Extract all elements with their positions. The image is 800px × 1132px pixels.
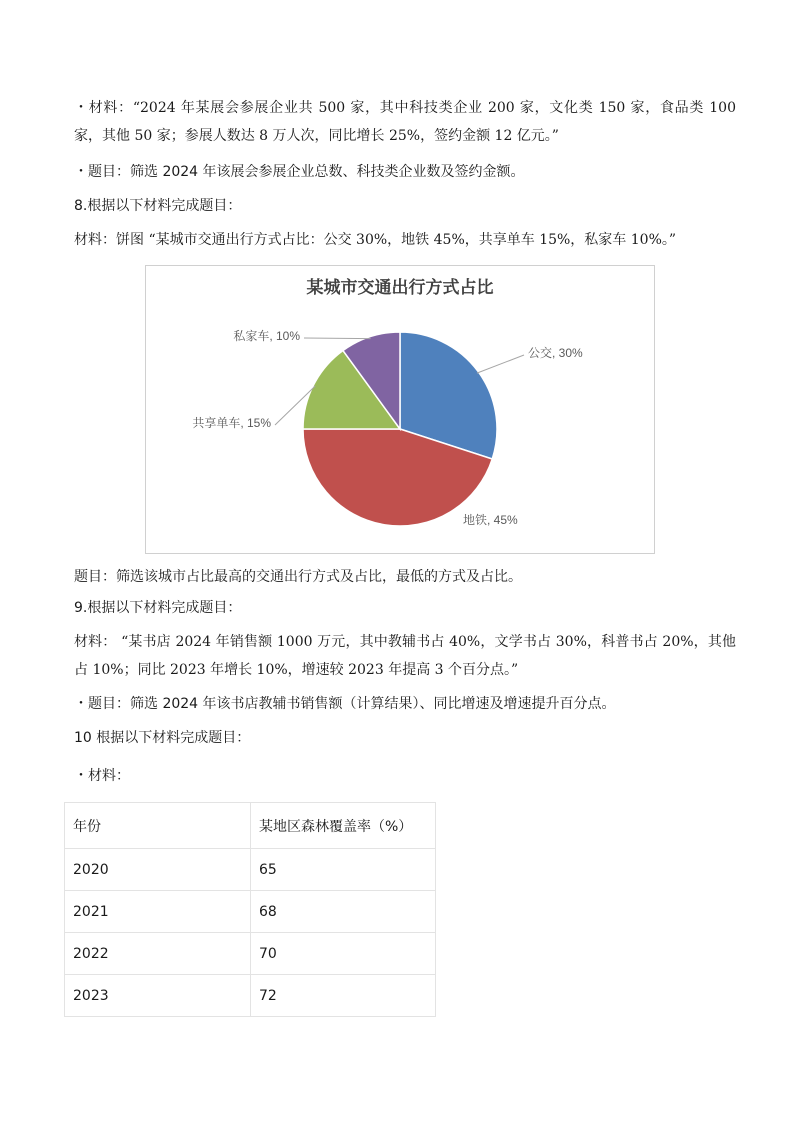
table-cell: 70: [251, 933, 436, 975]
pie-leader-line-1: [477, 355, 524, 373]
pie-data-label-4: 私家车, 10%: [233, 329, 300, 343]
table-cell: 68: [251, 891, 436, 933]
table-row: [65, 975, 436, 1017]
table-cell: 2020: [65, 849, 251, 891]
table-row: [65, 933, 436, 975]
table-row: [65, 849, 436, 891]
chart-title: 某城市交通出行方式占比: [306, 278, 494, 297]
pie-leader-line-4: [304, 338, 371, 339]
q10-heading: 10 根据以下材料完成题目：: [74, 730, 251, 746]
table-cell: 65: [251, 849, 436, 891]
table-cell: 2022: [65, 933, 251, 975]
pie-data-label-3: 共享单车, 15%: [192, 416, 271, 430]
q7-material: ・材料：“2024 年某展会参展企业共 500 家，其中科技类企业 200 家，文化类 150 家，食品类 100 家，其他 50 家；参展人数达 8 万人次，同比增长 25%，签约金额 12 亿元。”: [74, 100, 736, 144]
q7-question: ・题目：筛选 2024 年该展会参展企业总数、科技类企业数及签约金额。: [74, 164, 525, 180]
table-row: [65, 891, 436, 933]
table-cell: 72: [251, 975, 436, 1017]
table-cell: 2023: [65, 975, 251, 1017]
table-header-cell: 某地区森林覆盖率（%）: [251, 803, 436, 849]
table-header-row: [65, 803, 436, 849]
q9-heading: 9.根据以下材料完成题目：: [74, 600, 242, 616]
q8-material: 材料：饼图 “某城市交通出行方式占比：公交 30%，地铁 45%，共享单车 15%，私家车 10%。”: [74, 232, 677, 248]
q8-heading: 8.根据以下材料完成题目：: [74, 198, 242, 214]
table-header-cell: 年份: [65, 803, 251, 849]
table-cell: 2021: [65, 891, 251, 933]
forest-coverage-table: [64, 802, 436, 1017]
q10-material: ・材料：: [74, 768, 130, 784]
pie-data-label-1: 公交, 30%: [528, 346, 583, 360]
q9-question: ・题目：筛选 2024 年该书店教辅书销售额（计算结果）、同比增速及增速提升百分点。: [74, 696, 616, 712]
q8-question: 题目：筛选该城市占比最高的交通出行方式及占比，最低的方式及占比。: [74, 569, 522, 585]
pie-chart-svg: [146, 266, 654, 553]
pie-data-label-2: 地铁, 45%: [463, 513, 518, 527]
q9-material: 材料： “某书店 2024 年销售额 1000 万元，其中教辅书占 40%，文学书占 30%，科普书占 20%，其他占 10%；同比 2023 年增长 10%，增速较 2023 年提高 3 个百分点。”: [74, 634, 736, 678]
pie-chart: [145, 265, 655, 554]
